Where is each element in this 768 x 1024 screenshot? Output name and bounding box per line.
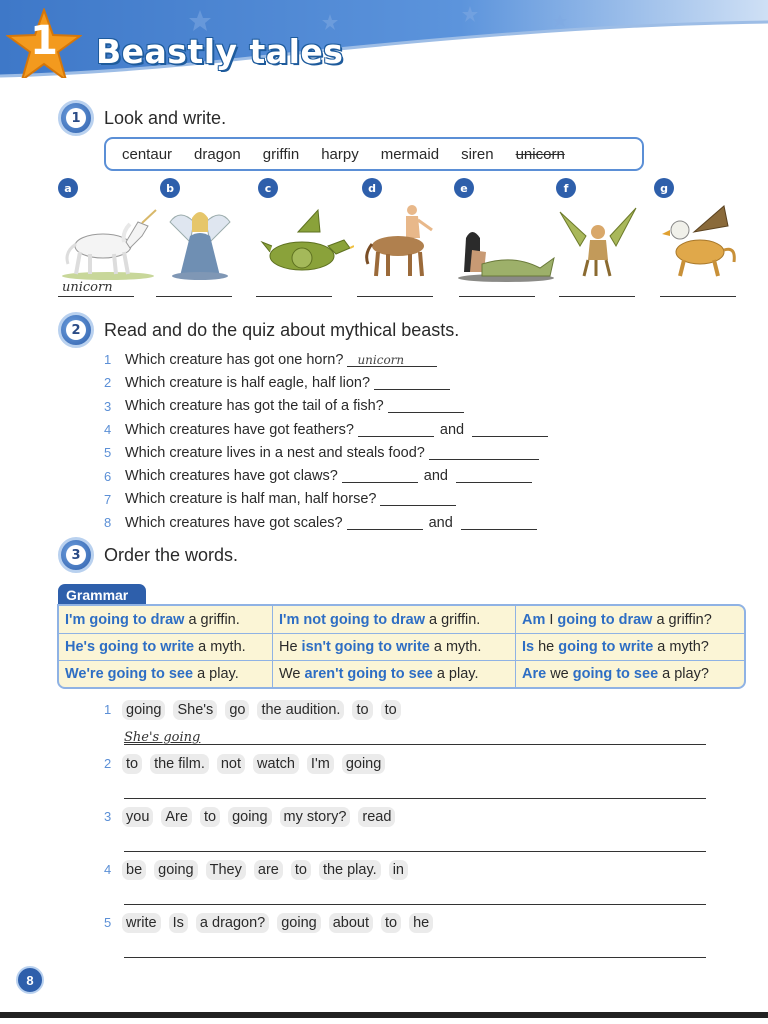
word-box-item-struck: unicorn [515, 145, 565, 163]
and-word: and [423, 468, 448, 485]
grammar-cell-question: Is he going to write a myth? [522, 639, 709, 655]
grammar-row [59, 660, 744, 687]
creature-b [160, 178, 256, 282]
page-title: Beastly tales [96, 32, 344, 71]
answer-blank[interactable] [342, 469, 418, 483]
answer-blank[interactable] [380, 492, 456, 506]
word-chip[interactable]: going [154, 860, 197, 880]
bottom-rule [0, 1012, 768, 1018]
word-box-item: dragon [194, 145, 241, 163]
creature-a [58, 178, 154, 282]
answer-line-g[interactable] [660, 296, 736, 297]
word-chip[interactable]: to [352, 700, 372, 720]
word-chip[interactable]: I'm [307, 754, 334, 774]
quiz-question: 7 Which creature is half man, half horse? [104, 488, 548, 511]
answer-line-d[interactable] [357, 296, 433, 297]
answer-blank[interactable] [429, 446, 539, 460]
word-chip[interactable]: the audition. [257, 700, 344, 720]
question-text: Which creature is half man, half horse? [125, 491, 377, 508]
quiz-question: 6 Which creatures have got claws? and [104, 464, 548, 487]
word-chip[interactable]: to [291, 860, 311, 880]
word-box-item: centaur [122, 145, 173, 163]
quiz-question: 2 Which creature is half eagle, half lion? [104, 371, 548, 394]
answer-blank[interactable] [456, 469, 532, 483]
letter-badge: e [454, 178, 474, 198]
question-text: Which creatures have got claws? [125, 468, 338, 485]
header-banner [0, 0, 768, 78]
answer-line[interactable] [124, 851, 706, 852]
answer-line-e[interactable] [459, 296, 535, 297]
letter-badge: f [556, 178, 576, 198]
order-item: 1 going She's go the audition. to to She's going [104, 700, 708, 754]
order-item: 3 you Are to going my story? read [104, 807, 708, 861]
order-item: 4 be going They are to the play. in [104, 860, 708, 914]
word-chips [122, 700, 409, 720]
order-answer: She's going [124, 730, 201, 745]
harpy-illustration [556, 202, 640, 282]
question-text: Which creature has got one horn? [125, 351, 344, 368]
word-chip[interactable]: a dragon? [196, 913, 269, 933]
grammar-label: Grammar [58, 584, 146, 606]
grammar-cell-question: Am I going to draw a griffin? [522, 611, 712, 628]
order-item: 5 write Is a dragon? going about to he [104, 913, 708, 967]
unicorn-illustration [58, 202, 158, 282]
question-text: Which creatures have got scales? [125, 514, 343, 531]
word-chip[interactable]: you [122, 807, 153, 827]
grammar-table [57, 604, 746, 689]
answer-blank[interactable]: unicorn [347, 353, 437, 367]
exercise-1-header [58, 100, 226, 136]
answer-blank[interactable] [472, 423, 548, 437]
letter-badge: g [654, 178, 674, 198]
word-chip[interactable]: to [381, 913, 401, 933]
letter-badge: c [258, 178, 278, 198]
creature-c [258, 178, 354, 282]
answer-line[interactable] [124, 957, 706, 958]
unit-number: 1 [30, 18, 58, 64]
word-chips [122, 754, 393, 774]
word-chip[interactable]: the play. [319, 860, 381, 880]
question-text: Which creature has got the tail of a fish? [125, 398, 384, 415]
quiz-question: 4 Which creatures have got feathers? and [104, 418, 548, 441]
page-number: 8 [16, 966, 44, 994]
grammar-cell-negative: We aren't going to see a play. [273, 661, 516, 687]
question-text: Which creature lives in a nest and steals food? [125, 444, 425, 461]
answer-blank[interactable] [358, 423, 434, 437]
grammar-cell-affirmative: He's going to write a myth. [59, 634, 273, 660]
letter-badge: b [160, 178, 180, 198]
answer-line[interactable] [124, 744, 706, 745]
quiz-list [104, 348, 548, 534]
siren-illustration [160, 202, 240, 282]
answer-line-a[interactable] [58, 296, 134, 297]
word-chip[interactable]: They [206, 860, 246, 880]
grammar-cell-question: Are we going to see a play? [522, 666, 709, 682]
word-chip[interactable]: watch [253, 754, 299, 774]
griffin-illustration [654, 202, 738, 282]
grammar-cell-affirmative: We're going to see a play. [59, 661, 273, 687]
answer-line-c[interactable] [256, 296, 332, 297]
word-chip[interactable]: to [122, 754, 142, 774]
creature-f [556, 178, 652, 282]
grammar-cell-negative: I'm not going to draw a griffin. [273, 606, 516, 633]
question-text: Which creature is half eagle, half lion? [125, 374, 371, 391]
word-box [104, 137, 644, 171]
word-chip[interactable]: not [217, 754, 245, 774]
and-word: and [439, 421, 465, 438]
word-box-item: griffin [262, 145, 300, 163]
word-chip[interactable]: about [329, 913, 373, 933]
question-text: Which creatures have got feathers? [125, 421, 354, 438]
word-box-item: harpy [321, 145, 359, 163]
quiz-question: 8 Which creatures have got scales? and [104, 511, 548, 534]
word-chips [122, 860, 416, 880]
grammar-cell-affirmative: I'm going to draw a griffin. [59, 606, 273, 633]
word-chip[interactable]: going [277, 913, 320, 933]
order-item: 2 to the film. not watch I'm going [104, 754, 708, 808]
answer-line[interactable] [124, 798, 706, 799]
answer-line-f[interactable] [559, 296, 635, 297]
word-chips [122, 913, 441, 933]
grammar-row [59, 633, 744, 660]
word-box-item: siren [461, 145, 494, 163]
exercise-number-badge: 1 [58, 100, 94, 136]
word-chip[interactable]: my story? [280, 807, 351, 827]
dragon-illustration [258, 202, 354, 282]
quiz-question: 5 Which creature lives in a nest and steals food? [104, 441, 548, 464]
exercise-1-instruction: Look and write. [104, 107, 227, 128]
word-chip[interactable]: read [358, 807, 395, 827]
word-chip[interactable]: the film. [150, 754, 209, 774]
answer-blank[interactable] [388, 399, 464, 413]
word-chip[interactable]: Is [169, 913, 188, 933]
word-box-item: mermaid [380, 145, 440, 163]
grammar-row [59, 606, 744, 633]
answer-blank[interactable] [347, 516, 423, 530]
word-chip[interactable]: She's [173, 700, 217, 720]
word-chip[interactable]: going [342, 754, 385, 774]
word-chip[interactable]: to [381, 700, 401, 720]
word-chip[interactable]: in [389, 860, 408, 880]
centaur-illustration [362, 202, 442, 282]
creature-g [654, 178, 750, 282]
mermaid-illustration [454, 202, 558, 282]
exercise-number-badge: 2 [58, 312, 94, 348]
creature-e [454, 178, 550, 282]
quiz-question: 3 Which creature has got the tail of a fish? [104, 395, 548, 418]
word-chip[interactable]: to [200, 807, 220, 827]
word-chip[interactable]: write [122, 913, 161, 933]
exercise-2-header [58, 312, 459, 348]
answer-blank[interactable] [461, 516, 537, 530]
creature-answer-a: unicorn [62, 280, 113, 295]
exercise-3-header [58, 537, 238, 573]
exercise-3-instruction: Order the words. [104, 544, 239, 565]
answer-blank[interactable] [374, 376, 450, 390]
quiz-question: 1 Which creature has got one horn? unicorn [104, 348, 548, 371]
word-chip[interactable]: go [225, 700, 249, 720]
word-chip[interactable]: be [122, 860, 146, 880]
word-chip[interactable]: Are [161, 807, 192, 827]
grammar-cell-negative: He isn't going to write a myth. [273, 634, 516, 660]
letter-badge: d [362, 178, 382, 198]
letter-badge: a [58, 178, 78, 198]
word-chip[interactable]: going [122, 700, 165, 720]
word-chips [122, 807, 403, 827]
and-word: and [428, 514, 453, 531]
answer-line-b[interactable] [156, 296, 232, 297]
word-chip[interactable]: he [409, 913, 433, 933]
answer-line[interactable] [124, 904, 706, 905]
exercise-number-badge: 3 [58, 537, 94, 573]
creature-d [362, 178, 458, 282]
word-chip[interactable]: going [228, 807, 271, 827]
exercise-2-instruction: Read and do the quiz about mythical beasts. [104, 319, 460, 340]
word-chip[interactable]: are [254, 860, 283, 880]
